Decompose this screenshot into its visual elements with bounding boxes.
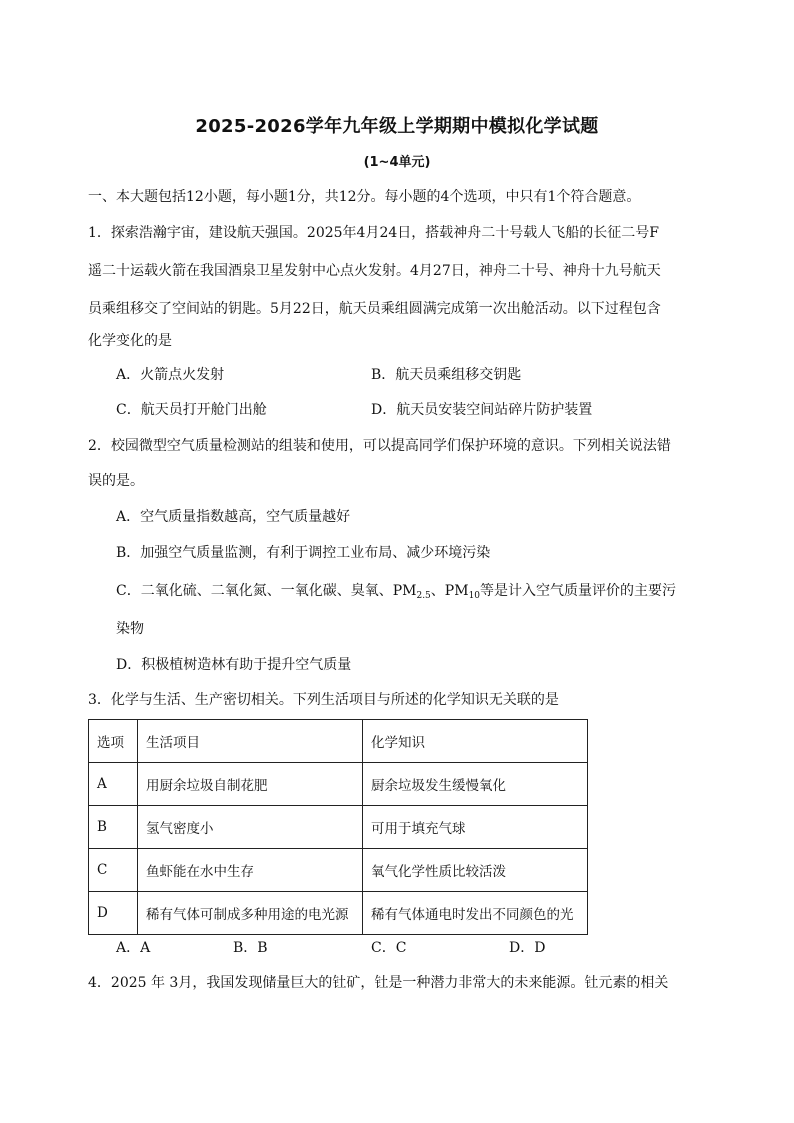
table-cell: B bbox=[89, 806, 138, 849]
section-heading: 一、本大题包括12小题，每小题1分，共12分。每小题的4个选项，中只有1个符合题意。 bbox=[88, 189, 641, 205]
q1-line-1: 1．探索浩瀚宇宙，建设航天强国。2025年4月24日，搭载神舟二十号载人飞船的长征二号F bbox=[88, 225, 659, 241]
page-title: 2025-2026学年九年级上学期期中模拟化学试题 bbox=[195, 116, 599, 137]
table-cell: 稀有气体可制成多种用途的电光源 bbox=[138, 892, 363, 935]
table-row bbox=[89, 763, 588, 806]
q3-option-a: A．A bbox=[116, 940, 151, 956]
q2-option-a: A．空气质量指数越高，空气质量越好 bbox=[116, 509, 351, 525]
q1-line-4: 化学变化的是 bbox=[88, 333, 172, 349]
table-cell: 厨余垃圾发生缓慢氧化 bbox=[363, 763, 588, 806]
table-header-cell: 选项 bbox=[89, 720, 138, 763]
table-cell: 可用于填充气球 bbox=[363, 806, 588, 849]
table-cell: C bbox=[89, 849, 138, 892]
q4-line-1: 4．2025 年 3月，我国发现储量巨大的钍矿，钍是一种潜力非常大的未来能源。钍元素的相关 bbox=[88, 975, 669, 991]
q1-option-a: A．火箭点火发射 bbox=[116, 367, 225, 383]
q2-line-2: 误的是。 bbox=[88, 473, 144, 489]
q2-option-c bbox=[116, 581, 676, 606]
table-cell: A bbox=[89, 763, 138, 806]
q3-table bbox=[88, 719, 588, 935]
q3-option-b: B．B bbox=[233, 940, 268, 956]
table-row bbox=[89, 806, 588, 849]
q3-option-c: C．C bbox=[371, 940, 407, 956]
q3-stem: 3．化学与生活、生产密切相关。下列生活项目与所述的化学知识无关联的是 bbox=[88, 692, 559, 708]
q2-option-c-post: 等是计入空气质量评价的主要污 bbox=[480, 583, 677, 599]
q1-line-2: 遥二十运载火箭在我国酒泉卫星发射中心点火发射。4月27日，神舟二十号、神舟十九号航天 bbox=[88, 263, 661, 279]
table-cell: D bbox=[89, 892, 138, 935]
q2-line-1: 2．校园微型空气质量检测站的组装和使用，可以提高同学们保护环境的意识。下列相关说法错 bbox=[88, 438, 671, 454]
pm10-subscript: 10 bbox=[468, 591, 481, 601]
q2-option-b: B．加强空气质量监测，有利于调控工业布局、减少环境污染 bbox=[116, 545, 491, 561]
q2-option-c-cont: 染物 bbox=[116, 621, 144, 637]
table-cell: 氧气化学性质比较活泼 bbox=[363, 849, 588, 892]
q3-option-d: D．D bbox=[509, 940, 546, 956]
q2-option-d: D．积极植树造林有助于提升空气质量 bbox=[116, 657, 352, 673]
table-cell: 鱼虾能在水中生存 bbox=[138, 849, 363, 892]
q2-option-c-mid: 、PM bbox=[430, 583, 469, 599]
table-cell: 用厨余垃圾自制花肥 bbox=[138, 763, 363, 806]
table-row bbox=[89, 892, 588, 935]
page-subtitle: (1~4单元) bbox=[363, 155, 431, 170]
table-header-cell: 化学知识 bbox=[363, 720, 588, 763]
table-header-cell: 生活项目 bbox=[138, 720, 363, 763]
q1-option-b: B．航天员乘组移交钥匙 bbox=[371, 367, 522, 383]
table-header-row bbox=[89, 720, 588, 763]
table-cell: 稀有气体通电时发出不同颜色的光 bbox=[363, 892, 588, 935]
q1-option-c: C．航天员打开舱门出舱 bbox=[116, 402, 267, 418]
q1-option-d: D．航天员安装空间站碎片防护装置 bbox=[371, 402, 593, 418]
pm25-subscript: 2.5 bbox=[416, 591, 431, 601]
table-row bbox=[89, 849, 588, 892]
q2-option-c-text: C．二氧化硫、二氧化氮、一氧化碳、臭氧、PM bbox=[116, 583, 417, 599]
q1-line-3: 员乘组移交了空间站的钥匙。5月22日，航天员乘组圆满完成第一次出舱活动。以下过程包含 bbox=[88, 301, 661, 317]
table-cell: 氢气密度小 bbox=[138, 806, 363, 849]
